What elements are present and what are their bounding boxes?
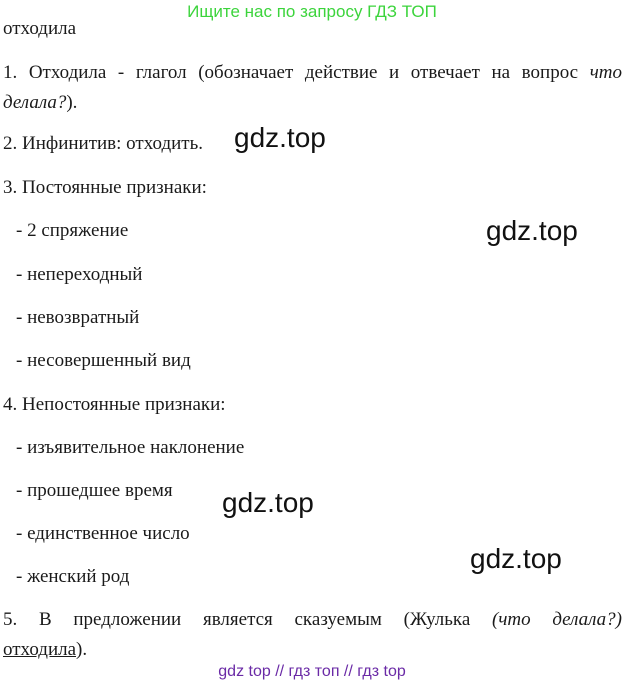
- item-5-continuation: [3, 639, 87, 661]
- watermark: gdz.top: [234, 122, 326, 153]
- item-1-end: ).: [66, 92, 78, 113]
- item-1-continuation: [3, 92, 77, 114]
- item-1-question-part2: делала?: [3, 92, 67, 113]
- watermark: gdz.top: [470, 543, 562, 574]
- item-5-end: ).: [76, 639, 88, 660]
- footer-links: gdz top // гдз топ // гдз top: [218, 663, 406, 680]
- variable-feature: - единственное число: [16, 523, 190, 544]
- item-1-text: 1. Отходила - глагол (обозначает действие и отвечает на вопрос: [3, 62, 590, 83]
- answer-word: отходила: [3, 18, 77, 39]
- watermark: gdz.top: [486, 215, 578, 246]
- item-3: 3. Постоянные признаки:: [3, 177, 207, 198]
- variable-feature: - женский род: [16, 566, 130, 587]
- item-1-question-part1: что: [589, 62, 622, 83]
- item-5-question: (что делала?): [492, 609, 623, 630]
- constant-feature: - невозвратный: [16, 307, 140, 328]
- variable-feature: - изъявительное наклонение: [16, 437, 245, 458]
- constant-feature: - непереходный: [16, 264, 143, 285]
- watermark: gdz.top: [222, 487, 314, 518]
- item-5-underlined-word: отходила: [3, 639, 77, 660]
- item-2: 2. Инфинитив: отходить.: [3, 133, 204, 154]
- item-1: [3, 62, 622, 84]
- constant-feature: - несовершенный вид: [16, 350, 191, 371]
- item-5: [3, 609, 622, 631]
- item-5-text: 5. В предложении является сказуемым (Жулька: [3, 609, 492, 630]
- constant-feature: - 2 спряжение: [16, 220, 129, 241]
- search-banner: Ищите нас по запросу ГДЗ ТОП: [187, 2, 437, 21]
- item-4: 4. Непостоянные признаки:: [3, 394, 226, 415]
- variable-feature: - прошедшее время: [16, 480, 173, 501]
